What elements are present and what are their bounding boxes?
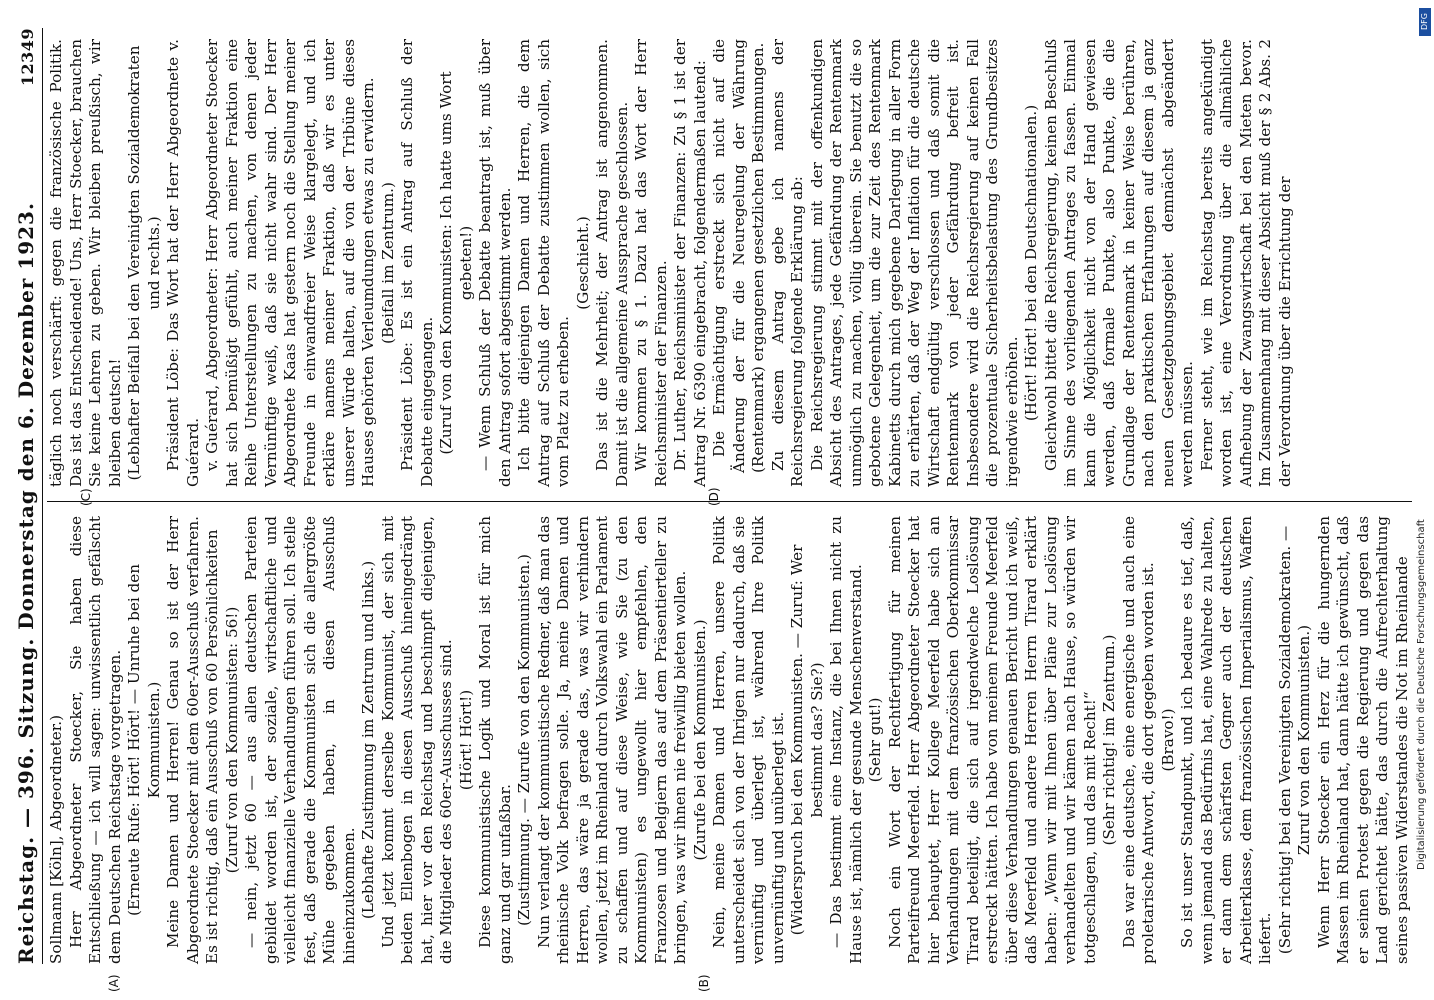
paragraph: Das war eine deutsche, eine energische und auch eine proletarische Antwort, die dort gegeben worden ist.: [1119, 516, 1157, 964]
interjection: (Bravo!): [1158, 708, 1177, 772]
page-header: [14, 28, 43, 964]
interjection: (Zuruf von den Kommunisten: 56!): [222, 606, 241, 874]
margin-mark-d: (D): [707, 487, 721, 506]
interjection: (Hört! Hört!): [456, 689, 475, 791]
funding-note-text: Digitalisierung gefördert durch die Deutsche Forschungsgemeinschaft: [1416, 519, 1427, 870]
interjection: (Widerspruch bei den Kommunisten. — Zuruf: Wer bestimmt das? Sie?): [788, 544, 826, 936]
paragraph: Das ist die Mehrheit; der Antrag ist angenommen. Damit ist die allgemeine Aussprache geschlossen.: [593, 39, 631, 487]
quoted-motion: Die Ermächtigung erstreckt sich nicht auf die Änderung der für die Neuregelung der Währung (Rentenmark) ergangenen gesetzlichen Bestimmungen.: [710, 39, 767, 473]
paragraph: Ich bitte diejenigen Damen und Herren, die dem Antrag auf Schluß der Debatte zustimmen wollen, sich vom Platz zu erheben.: [515, 39, 572, 487]
paragraph: — nein, jetzt 60 — aus allen deutschen Parteien gebildet worden ist, der soziale, wirtschaftliche und vielleicht finanzielle Verhandlungen führen soll. Ich stelle fest, daß gerade die Kommunisten sich die allergrößte Mühe gegeben haben, in diesen Ausschuß hineinzukommen.: [242, 516, 358, 964]
margin-mark-c: (C): [79, 488, 93, 506]
paragraph: Wir kommen zu § 1. Dazu hat das Wort der Herr Reichsminister der Finanzen.: [632, 39, 670, 487]
interjection: (Zustimmung. — Zurufe von den Kommunisten.): [515, 554, 533, 926]
paragraph: Nun verlangt der kommunistische Redner, daß man das rheinische Volk befragen solle. Ja, meine Damen und Herren, das wäre ja gerade das, was wir verhindern wollen, jetzt im Rheinland durch Volkswahl ein Parlament zu schaffen und auf diese Weise, wie Sie (zu den Kommunisten) es ungewollt hier empfehlen, den Franzosen und Belgiern das auf dem Präsentierteller zu bringen, was wir ihnen nie freiwillig bieten wollen.: [534, 516, 689, 964]
interjection: (Lebhafter Beifall bei den Vereinigten Sozialdemokraten und rechts.): [125, 45, 163, 481]
paragraph: Gleichwohl bittet die Reichsregierung, keinen Beschluß im Sinne des vorliegenden Antrages zu fassen. Einmal kann die Möglichkeit nicht von der Hand gewiesen werden, daß formale Punkte, also Punkte, die die Grundlage der Rentenmark in keiner Weise berühren, nach den praktischen Erfahrungen auf diesem ja ganz neuen Gesetzgebungsgebiet demnächst abgeändert werden müssen.: [1041, 39, 1196, 487]
margin-mark-a: (A): [107, 974, 121, 992]
paragraph: — Wenn Schluß der Debatte beantragt ist, muß über den Antrag sofort abgestimmt werden.: [476, 39, 514, 487]
paragraph: Noch ein Wort der Rechtfertigung für meinen Parteifreund Meerfeld. Herr Abgeordneter Stoecker hat hier behauptet, Herr Kollege Meerfeld habe sich an Verhandlungen mit dem französischen Oberkommissar Tirard beteiligt, die sich auf irgendwelche Loslösung erstreckt hätten. Ich habe von meinem Freunde Meerfeld über diese Verhandlungen genauen Bericht und ich weiß, daß Meerfeld und andere Herren Herrn Tirard erklärt haben: „Wenn wir mit Ihnen über Pläne zur Loslösung verhandelten und wir kämen nach Hause, so würden wir totgeschlagen, und das mit Recht!“: [885, 516, 1099, 964]
interjection: (Zuruf von den Kommunisten: Ich hatte ums Wort gebeten!): [437, 71, 475, 455]
interjection: (Hört! Hört! bei den Deutschnationalen.): [1022, 104, 1040, 422]
interjection: (Sehr gut!): [866, 697, 884, 783]
interjection: (Beifall im Zentrum.): [378, 182, 397, 344]
paragraph: Dr. Luther, Reichsminister der Finanzen: Zu § 1 ist der Antrag Nr. 6390 eingebracht, folgendermaßen lautend:: [671, 39, 709, 487]
margin-mark-b: (B): [697, 974, 711, 992]
paragraph: Sollmann [Köln], Abgeordneter.): [47, 714, 65, 964]
paragraph: Meine Damen und Herren! Genau so ist der Herr Abgeordnete Stoecker mit dem 60er-Ausschuß verfahren. Es ist richtig, daß ein Ausschuß von 60 Persönlichkeiten: [164, 516, 221, 964]
interjection: (Erneute Rufe: Hört! Hört! — Unruhe bei den Kommunisten.): [125, 564, 163, 916]
interjection: (Sehr richtig! im Zentrum.): [1100, 634, 1118, 846]
paragraph: Ferner steht, wie im Reichstag bereits angekündigt worden ist, eine Verordnung über die allmähliche Aufhebung der Zwangswirtschaft bei den Mieten bevor. Im Zusammenhang mit dieser Absicht muß der § 2 Abs. 2 der Verordnung über die Errichtung der: [1197, 39, 1294, 487]
page-body: [47, 28, 1412, 992]
interjection: (Sehr richtig! bei den Vereinigten Sozialdemokraten. — Zuruf von den Kommunisten.): [1275, 525, 1313, 955]
paragraph: Nein, meine Damen und Herren, unsere Politik unterscheidet sich von der Ihrigen nur dadurch, daß sie vernünftig und überlegt ist, während Ihre Politik unvernünftig und unüberlegt ist.: [710, 516, 787, 964]
interjection: (Zurufe bei den Kommunisten.): [690, 619, 709, 861]
paragraph: Präsident Löbe: Das Wort hat der Herr Abgeordnete v. Guérard.: [164, 39, 202, 487]
page-title: Reichstag. — 396. Sitzung. Donnerstag den 6. Dezember 1923.: [14, 202, 38, 964]
paragraph: Wenn Herr Stoecker ein Herz für die hungernden Massen im Rheinland hat, dann hätte ich gewünscht, daß er seinen Protest gegen die Regierung und gegen das Land gerichtet hätte, das durch die Aufrechterhaltung seines passiven Widerstandes die Not im Rheinlande: [1314, 516, 1411, 964]
paragraph: v. Guérard, Abgeordneter: Herr Abgeordneter Stoecker hat sich bemüßigt gefühlt, auch meiner Fraktion eine Reihe Unterstellungen zu machen, von denen jeder Vernünftige weiß, daß sie nicht wahr sind. Der Herr Abgeordnete Kaas hat gestern noch die Stellung meiner Freunde in einwandfreier Weise klargelegt, und ich erkläre namens meiner Fraktion, daß wir es unter unserer Würde halten, auf die von der Tribüne dieses Hauses gehörten Verleumdungen etwas zu erwidern.: [203, 39, 377, 487]
paragraph: — Das bestimmt eine Instanz, die bei Ihnen nicht zu Hause ist, nämlich der gesunde Menschenverstand.: [827, 516, 865, 964]
page-number: 12349: [18, 28, 37, 87]
paragraph: Diese kommunistische Logik und Moral ist für mich ganz und gar unfaßbar.: [476, 516, 514, 964]
paragraph: So ist unser Standpunkt, und ich bedaure es tief, daß, wenn jemand das Bedürfnis hat, eine Wahlrede zu halten, er dann dem schärfsten Gegner auch der deutschen Arbeiterklasse, dem französischen Imperialismus, Waffen liefert.: [1178, 516, 1274, 964]
funding-note: [1416, 10, 1430, 990]
paragraph: Zu diesem Antrag gebe ich namens der Reichsregierung folgende Erklärung ab:: [768, 39, 806, 487]
left-column: [47, 501, 1412, 964]
paragraph: Die Reichsregierung stimmt mit der offenkundigen Absicht des Antrages, jede Gefährdung der Rentenmark unmöglich zu machen, völlig überein. Sie benutzt die so gebotene Gelegenheit, um die zur Zeit des Rentenmark Kabinetts durch mich gegebene Darlegung in aller Form zu erhärten, daß der Weg der Inflation für die deutsche Wirtschaft endgültig verschlossen und daß somit die Rentenmark von jeder Gefährdung befreit ist. Insbesondere wird die Reichsregierung auf keinen Fall die prozentuale Sicherheitsbelastung des Grundbesitzes irgendwie erhöhen.: [807, 39, 1021, 487]
paragraph: Und jetzt kommt derselbe Kommunist, der sich mit beiden Ellenbogen in diesen Ausschuß hineingedrängt hat, hier vor den Reichstag und beschimpft diejenigen, die Mitglieder des 60er-Ausschusses sind.: [378, 516, 455, 964]
interjection: (Lebhafte Zustimmung im Zentrum und links.): [359, 560, 377, 920]
interjection: (Geschieht.): [573, 216, 592, 310]
paragraph: Präsident Löbe: Es ist ein Antrag auf Schluß der Debatte eingegangen.: [398, 39, 436, 487]
right-column: [47, 39, 1412, 501]
paragraph: täglich noch verschärft: gegen die französische Politik. Das ist das Entscheidende! Uns, Herr Stoecker, brauchen Sie keine Lehren zu geben. Wir bleiben preußisch, wir bleiben deutsch!: [47, 39, 124, 487]
paragraph: Herr Abgeordneter Stoecker, Sie haben diese Entschließung — ich will sagen: unwissentlich gefälscht dem Deutschen Reichstage vorgetragen.: [66, 516, 124, 964]
dfg-logo-icon: DFG: [1419, 8, 1431, 36]
